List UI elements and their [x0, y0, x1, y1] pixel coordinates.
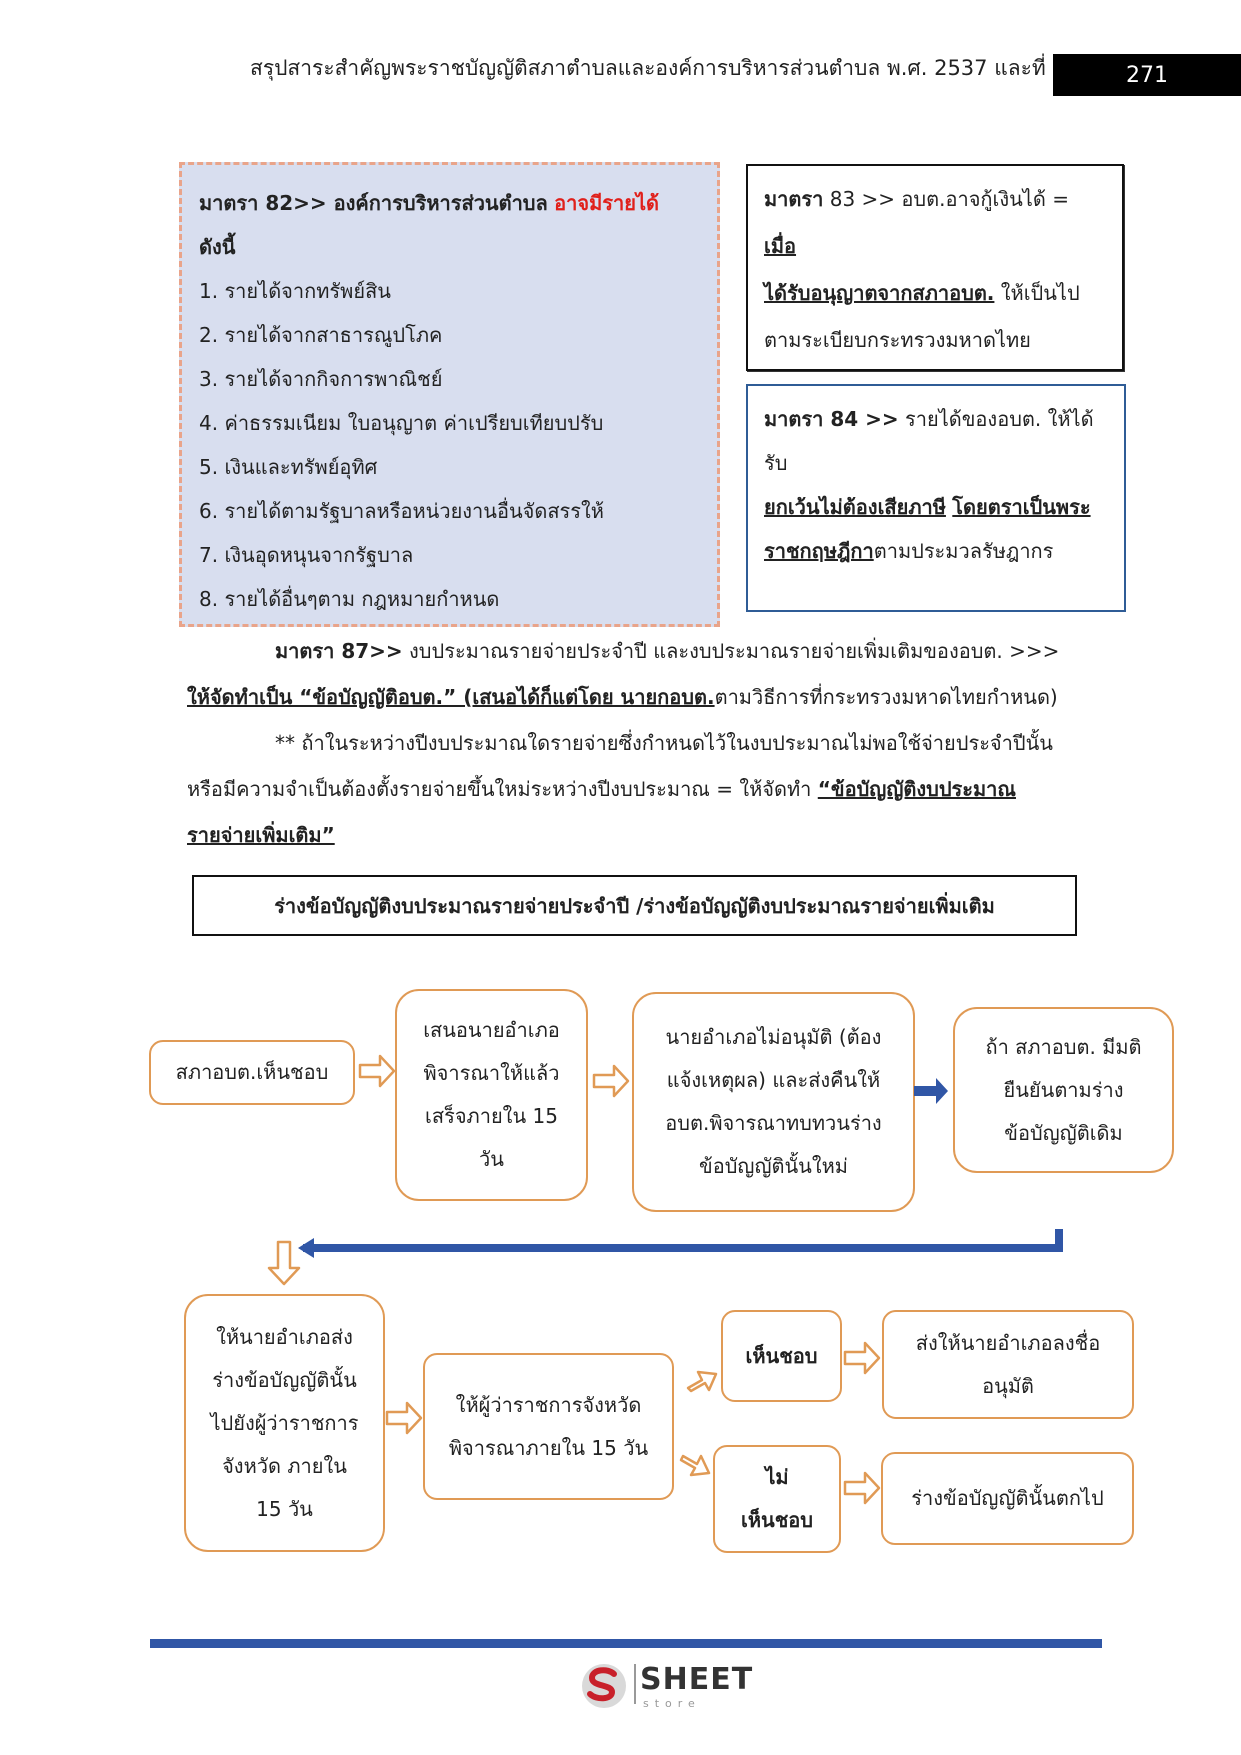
section-82-highlight: อาจมีรายได้ [554, 191, 660, 215]
section-82-item: 8. รายได้อื่นๆตาม กฎหมายกำหนด [199, 587, 500, 611]
section-83-box: มาตรา 83 >> อบต.อาจกู้เงินได้ = เมื่อ ได้รับอนุญาตจากสภาอบต. ให้เป็นไป ตามระเบียบกระทรวงมหาดไทย [746, 164, 1124, 371]
section-82-item: 6. รายได้ตามรัฐบาลหรือหน่วยงานอื่นจัดสรรให้ [199, 499, 604, 523]
section-82-lead: มาตรา 82>> องค์การบริหารส่วนตำบล อาจมีรายได้ [199, 191, 660, 215]
footer-brand-sub: store [643, 1697, 701, 1710]
section-82-item: 3. รายได้จากกิจการพาณิชย์ [199, 367, 443, 391]
section-82-item: 2. รายได้จากสาธารณูปโภค [199, 323, 443, 347]
section-82-item: 7. เงินอุดหนุนจากรัฐบาล [199, 543, 414, 567]
section-82-lead-tail: ดังนี้ [199, 235, 236, 259]
section-82-item: 4. ค่าธรรมเนียม ใบอนุญาต ค่าเปรียบเทียบปรับ [199, 411, 604, 435]
flow-node-council-confirm: ถ้า สภาอบต. มีมติ ยืนยันตามร่าง ข้อบัญญัติเดิม [953, 1007, 1174, 1173]
flow-node-submit-district: เสนอนายอำเภอ พิจารณาให้แล้ว เสร็จภายใน 15 วัน [395, 989, 588, 1201]
arrow-up-right-icon [688, 1372, 716, 1391]
arrow-down-right-icon [681, 1456, 709, 1475]
flow-node-approve-result: ส่งให้นายอำเภอลงชื่อ อนุมัติ [882, 1310, 1134, 1419]
arrow-right-icon [845, 1343, 879, 1373]
arrow-right-icon [387, 1403, 421, 1433]
flow-node-send-governor: ให้นายอำเภอส่ง ร่างข้อบัญญัตินั้น ไปยังผู้ว่าราชการ จังหวัด ภายใน 15 วัน [184, 1294, 385, 1552]
return-connector [298, 1229, 1063, 1258]
arrow-right-icon [360, 1056, 394, 1086]
arrow-right-blue-icon [914, 1078, 948, 1104]
flow-node-council-approve: สภาอบต.เห็นชอบ [149, 1040, 355, 1105]
flow-node-reject-result: ร่างข้อบัญญัตินั้นตกไป [881, 1452, 1134, 1545]
footer-rule [150, 1639, 1102, 1648]
arrow-right-icon [594, 1066, 628, 1096]
section-87-paragraph: มาตรา 87>> งบประมาณรายจ่ายประจำปี และงบประมาณรายจ่ายเพิ่มเติมของอบต. >>> ให้จัดทำเป็น “ข้อบัญญัติอบต.” (เสนอได้ก็แต่โดย นายกอบต.ตามวิธีการที่กระทรวงมหาดไทยกำหนด) ** ถ้าในระหว่างปีงบประมาณใดรายจ่ายซึ่งกำหนดไว้ในงบประมาณไม่พอใช้จ่ายประจำปีนั้น หรือมีความจำเป็นต้องตั้งรายจ่ายขึ้นใหม่ระหว่างปีงบประมาณ = ให้จัดทำ “ข้อบัญญัติงบประมาณ รายจ่ายเพิ่มเติม” [187, 639, 1060, 847]
section-84-box: มาตรา 84 >> รายได้ของอบต. ให้ได้รับ ยกเว้นไม่ต้องเสียภาษี โดยตราเป็นพระ ราชกฤษฎีกาตามประมวลรัษฎากร [746, 384, 1126, 612]
section-82-item: 5. เงินและทรัพย์อุทิศ [199, 455, 378, 479]
sheet-store-logo-icon [578, 1660, 630, 1712]
arrow-right-icon [845, 1473, 879, 1503]
flow-node-approve: เห็นชอบ [721, 1310, 842, 1402]
flow-node-reject: ไม่ เห็นชอบ [713, 1445, 841, 1553]
flow-title: ร่างข้อบัญญัติงบประมาณรายจ่ายประจำปี /ร่างข้อบัญญัติงบประมาณรายจ่ายเพิ่มเติม [192, 875, 1077, 936]
arrow-down-icon [269, 1242, 299, 1284]
logo-divider [634, 1664, 636, 1704]
page-number: 271 [1053, 54, 1241, 96]
flow-node-governor-review: ให้ผู้ว่าราชการจังหวัด พิจารณาภายใน 15 วัน [423, 1353, 674, 1500]
footer-brand: SHEET [640, 1662, 754, 1697]
section-82-item: 1. รายได้จากทรัพย์สิน [199, 279, 391, 303]
flow-node-district-reject: นายอำเภอไม่อนุมัติ (ต้อง แจ้งเหตุผล) และส่งคืนให้ อบต.พิจารณาทบทวนร่าง ข้อบัญญัตินั้นใหม่ [632, 992, 915, 1212]
page-header-title: สรุปสาระสำคัญพระราชบัญญัติสภาตำบลและองค์การบริหารส่วนตำบล พ.ศ. 2537 และที่ [250, 56, 1046, 80]
